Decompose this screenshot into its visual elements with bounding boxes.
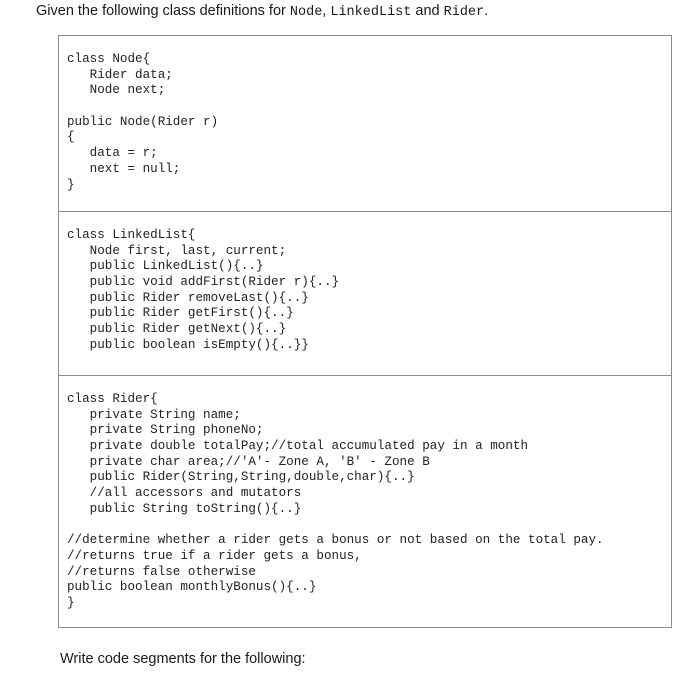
linkedlist-class-cell: [59, 211, 671, 375]
code-line: public LinkedList(){..}: [67, 259, 264, 274]
code-line: private String name;: [67, 407, 241, 422]
code-line: public Rider removeLast(){..}: [67, 290, 309, 305]
code-line: Node next;: [67, 83, 166, 98]
code-line: //returns true if a rider gets a bonus,: [67, 548, 362, 563]
code-line: {: [67, 130, 75, 145]
code-line: [67, 518, 671, 534]
node-class-cell: [59, 36, 671, 211]
code-line: class Rider{: [67, 392, 158, 406]
intro-text-after: .: [484, 3, 489, 19]
class-definitions-table: [58, 35, 672, 628]
intro-sentence: [36, 2, 488, 22]
code-line: private double totalPay;//total accumulated pay in a month: [67, 439, 529, 454]
code-line: //determine whether a rider gets a bonus or not based on the total pay.: [67, 533, 604, 548]
rider-class-cell: [59, 375, 671, 627]
code-line: next = null;: [67, 161, 181, 176]
intro-class-node: Node: [289, 5, 323, 20]
code-line: public Node(Rider r): [67, 114, 219, 129]
intro-class-linkedlist: LinkedList: [330, 5, 412, 20]
code-line: Rider data;: [67, 67, 173, 82]
intro-text-before: Given the following class definitions for: [36, 3, 290, 19]
code-line: public void addFirst(Rider r){..}: [67, 275, 340, 290]
code-line: [67, 99, 671, 115]
code-line: data = r;: [67, 146, 158, 161]
intro-class-rider: Rider: [443, 5, 485, 20]
code-line: private char area;//'A'- Zone A, 'B' - Zone B: [67, 454, 430, 469]
code-line: Node first, last, current;: [67, 243, 287, 258]
code-line: class Node{: [67, 52, 151, 66]
code-line: }: [67, 595, 75, 610]
code-line: private String phoneNo;: [67, 423, 264, 438]
code-line: public boolean isEmpty(){..}}: [67, 337, 309, 352]
instruction-text: Write code segments for the following:: [60, 651, 306, 667]
code-line: }: [67, 177, 75, 192]
code-line: //all accessors and mutators: [67, 486, 302, 501]
code-line: public String toString(){..}: [67, 501, 302, 516]
code-line: class LinkedList{: [67, 228, 196, 242]
code-line: public Rider getNext(){..}: [67, 322, 287, 337]
code-line: public boolean monthlyBonus(){..}: [67, 580, 317, 595]
code-line: //returns false otherwise: [67, 564, 256, 579]
intro-separator-1: ,: [322, 3, 331, 19]
code-line: public Rider(String,String,double,char){..}: [67, 470, 415, 485]
intro-separator-2: and: [411, 3, 444, 19]
code-line: public Rider getFirst(){..}: [67, 306, 294, 321]
